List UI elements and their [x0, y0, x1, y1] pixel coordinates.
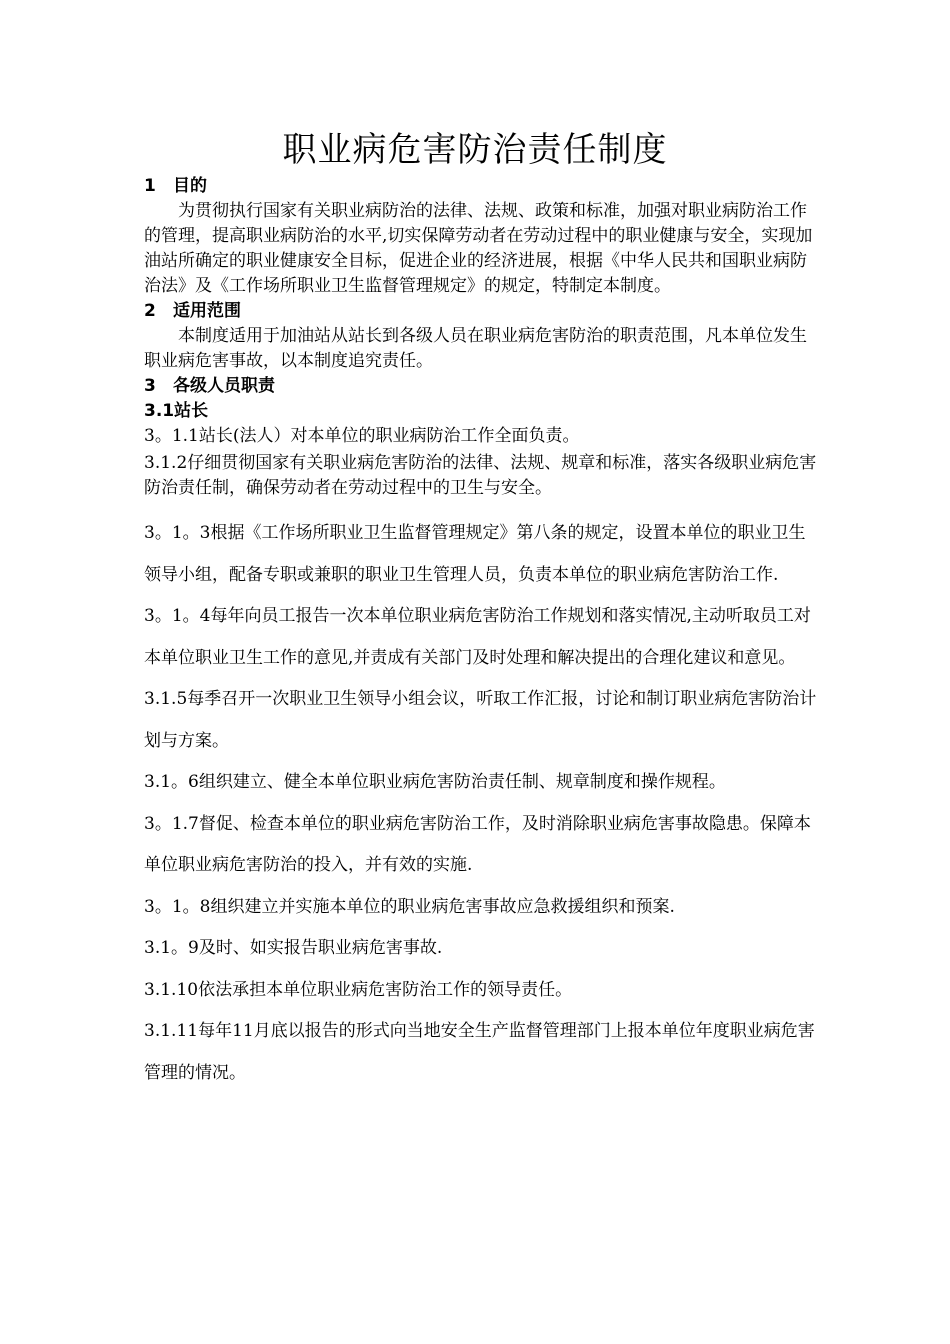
section-2-heading	[144, 299, 820, 324]
duty-item-3-1-8: 3。1。8组织建立并实施本单位的职业病危害事故应急救援组织和预案.	[144, 896, 675, 917]
duty-item-3-1-3: 3。1。3根据《工作场所职业卫生监督管理规定》第八条的规定，设置本单位的职业卫生领导小组，配备专职或兼职的职业卫生管理人员，负责本单位的职业病危害防治工作.	[144, 523, 806, 585]
section-title: 适用范围	[173, 301, 241, 321]
section-number: 1	[144, 176, 156, 196]
duty-item-3-1-11: 3.1.11每年11月底以报告的形式向当地安全生产监督管理部门上报本单位年度职业病危害管理的情况。	[144, 1021, 815, 1083]
document-body	[144, 174, 820, 1094]
duty-item-3-1-1: 3。1.1站长(法人）对本单位的职业病防治工作全面负责。	[144, 426, 580, 446]
document-title: 职业病危害防治责任制度	[282, 130, 668, 170]
section-title: 各级人员职责	[173, 376, 275, 396]
duty-item-3-1-4: 3。1。4每年向员工报告一次本单位职业病危害防治工作规划和落实情况,主动听取员工对本单位职业卫生工作的意见,并责成有关部门及时处理和解决提出的合理化建议和意见。	[144, 606, 811, 668]
section-2-paragraph: 本制度适用于加油站从站长到各级人员在职业病危害防治的职责范围，凡本单位发生职业病危害事故，以本制度追究责任。	[144, 326, 807, 371]
section-number: 3	[144, 376, 156, 396]
section-number: 2	[144, 301, 156, 321]
subsection-3-1-heading: 3.1站长	[144, 401, 209, 421]
duty-item-3-1-10: 3.1.10依法承担本单位职业病危害防治工作的领导责任。	[144, 979, 573, 1000]
duty-item-3-1-2: 3.1.2仔细贯彻国家有关职业病危害防治的法律、法规、规章和标准，落实各级职业病危害防治责任制，确保劳动者在劳动过程中的卫生与安全。	[144, 453, 817, 498]
duty-item-3-1-7: 3。1.7督促、检查本单位的职业病危害防治工作，及时消除职业病危害事故隐患。保障本单位职业病危害防治的投入，并有效的实施.	[144, 813, 811, 875]
section-1-paragraph: 为贯彻执行国家有关职业病防治的法律、法规、政策和标准，加强对职业病防治工作的管理，提高职业病防治的水平,切实保障劳动者在劳动过程中的职业健康与安全，实现加油站所确定的职业健康安全目标，促进企业的经济进展，根据《中华人民共和国职业病防治法》及《工作场所职业卫生监督管理规定》的规定，特制定本制度。	[144, 201, 813, 296]
section-title: 目的	[173, 176, 207, 196]
section-3-heading	[144, 374, 820, 399]
section-1-heading	[144, 174, 820, 199]
duty-item-3-1-6: 3.1。6组织建立、健全本单位职业病危害防治责任制、规章制度和操作规程。	[144, 772, 726, 792]
duty-item-3-1-9: 3.1。9及时、如实报告职业病危害事故.	[144, 938, 443, 958]
duty-item-3-1-5: 3.1.5每季召开一次职业卫生领导小组会议，听取工作汇报，讨论和制订职业病危害防治计划与方案。	[144, 689, 817, 751]
